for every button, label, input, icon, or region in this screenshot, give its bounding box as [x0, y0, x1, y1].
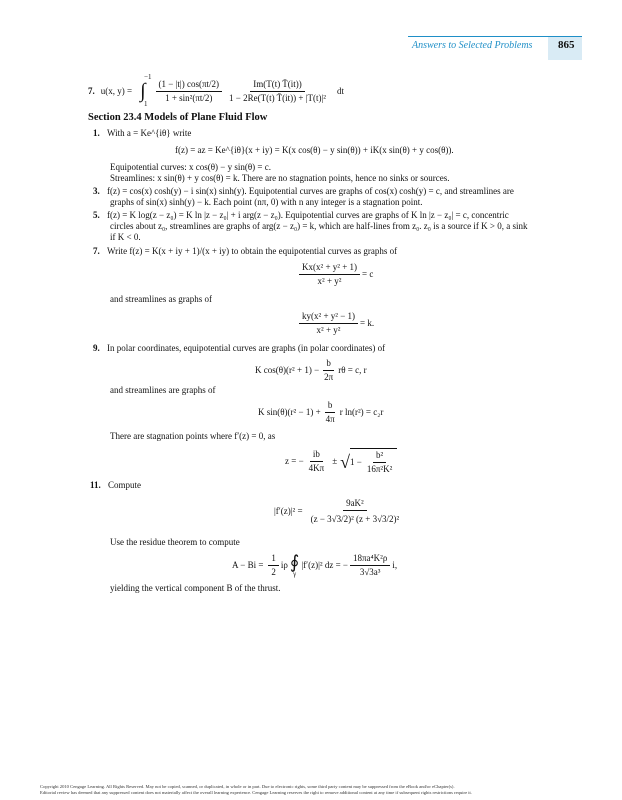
fraction [308, 498, 403, 525]
integral-upper: −1 [144, 73, 152, 81]
problem-number: 9. [93, 343, 100, 353]
fraction-numerator: 18πa⁴K²ρ [350, 553, 390, 566]
problem-11 [90, 480, 141, 491]
fraction-numerator: 9aK² [343, 498, 367, 511]
problem-9-streamlines-intro: and streamlines are graphs of [110, 385, 216, 395]
problem-text: Compute [108, 480, 142, 490]
problem-7-equation-1 [297, 262, 373, 287]
problem-9-equation-1 [255, 358, 367, 383]
footer-copyright-line-1: Copyright 2010 Cengage Learning. All Rights Reserved. May not be copied, scanned, or duplicated, in whole or in part. Due to electronic rights, some third party content may be suppressed from the eBook and/or eChapter(s). [40, 784, 455, 789]
equation-part: |f′(z)|² dz = − [301, 560, 348, 570]
fraction-numerator: b [323, 358, 334, 371]
square-root [340, 448, 397, 475]
fraction [350, 553, 390, 578]
fraction-numerator: ib [310, 449, 323, 462]
contour-integral-symbol: ∮ [289, 552, 300, 572]
fraction [306, 449, 328, 474]
footer-copyright-line-2: Editorial review has deemed that any suppressed content does not materially affect the overall learning experience. Cengage Learning reserves the right to remove additional content at any time if subsequent rights restrictions require it. [40, 790, 472, 795]
fraction-numerator: 1 [268, 553, 279, 566]
problem-3-line-2: graphs of sin(x) sinh(y) − k. Each point (nπ, 0) with n any integer is a stagnation point. [110, 197, 423, 207]
problem-5 [93, 210, 509, 221]
problem-3 [93, 186, 514, 197]
fraction-denominator: 16π²K² [366, 464, 393, 474]
equation-part: 1 − [350, 457, 362, 467]
page-number: 865 [558, 39, 575, 51]
problem-number: 5. [93, 210, 100, 220]
fraction-denominator: 1 − 2Re(T(t) T̄(it)) + |T(t)|² [229, 92, 327, 103]
radical-sign: √ [340, 451, 351, 472]
problem-text: f(z) = K log(z − z₀) = K ln |z − z₀| + i arg(z − z₀). Equipotential curves are graphs of K ln |z − z₀| = c, concentric [107, 210, 509, 220]
problem-text: Write f(z) = K(x + iy + 1)/(x + iy) to obtain the equipotential curves as graphs of [107, 246, 398, 256]
problem-9-equation-2 [258, 400, 383, 425]
problem-9-stagnation-intro: There are stagnation points where f′(z) = 0, as [110, 431, 276, 441]
equation-part: K cos(θ)(r² + 1) − [255, 365, 320, 375]
fraction [364, 450, 395, 475]
problem-number: 7. [88, 85, 95, 96]
equation-lhs: u(x, y) = [100, 85, 133, 96]
fraction [299, 311, 358, 336]
section-title: Section 23.4 Models of Plane Fluid Flow [88, 112, 268, 123]
problem-7 [93, 246, 397, 257]
contour-label: γ [293, 570, 297, 578]
problem-text: With a = Ke^{iθ} write [107, 128, 192, 138]
problem-11-equation-2 [232, 553, 397, 578]
fraction-denominator: 4Kπ [308, 463, 325, 473]
problem-7-top-equation [88, 72, 344, 110]
contour-integral [290, 553, 299, 578]
problem-9 [93, 343, 385, 354]
problem-number: 3. [93, 186, 100, 196]
problem-number: 11. [90, 480, 101, 490]
problem-number: 7. [93, 246, 100, 256]
fraction [321, 358, 336, 383]
fraction-2 [226, 79, 329, 104]
fraction [299, 262, 360, 287]
problem-text: In polar coordinates, equipotential curves are graphs (in polar coordinates) of [107, 343, 386, 353]
problem-7-streamlines-intro: and streamlines as graphs of [110, 294, 212, 304]
fraction-denominator: 2 [271, 567, 276, 577]
problem-5-line-3: if K < 0. [110, 232, 141, 242]
problem-1 [93, 128, 191, 139]
equation-lhs: |f′(z)|² = [274, 506, 303, 516]
equation-part: r ln(r²) = c₂r [339, 407, 384, 417]
fraction [268, 553, 279, 578]
problem-1-equation: f(z) = az = Ke^{iθ}(x + iy) = K(x cos(θ) − y sin(θ)) + iK(x sin(θ) + y cos(θ)). [175, 145, 454, 155]
problem-1-equipotential: Equipotential curves: x cos(θ) − y sin(θ) = c. [110, 162, 271, 172]
problem-5-line-2: circles about z₀, streamlines are graphs of arg(z − z₀) = k, which are half-lines from z₀. z₀ is a source if K > 0, a sink [110, 221, 528, 231]
equation-part: iρ [280, 560, 288, 570]
problem-7-equation-2 [297, 311, 374, 336]
problem-9-equation-3 [285, 448, 397, 475]
fraction-numerator: (1 − |t|) cos(πt/2) [156, 79, 222, 92]
fraction-denominator: 2π [324, 372, 334, 382]
differential: dt [337, 85, 345, 96]
running-title: Answers to Selected Problems [412, 40, 533, 51]
fraction-denominator: 1 + sin²(πt/2) [165, 92, 213, 103]
problem-11-residue-intro: Use the residue theorem to compute [110, 537, 240, 547]
integral-symbol: ∫ [140, 80, 146, 102]
radicand [350, 448, 397, 475]
equation-rhs: = k. [360, 318, 375, 328]
fraction-numerator: ky(x² + y² − 1) [299, 311, 358, 324]
problem-11-equation-1 [274, 498, 404, 525]
fraction-denominator: x² + y² [317, 276, 342, 286]
integral-lower: 1 [144, 100, 148, 108]
fraction-denominator: 3√3a³ [359, 567, 381, 577]
fraction-denominator: x² + y² [316, 325, 341, 335]
fraction-numerator: Im(T(t) T̄(it)) [250, 79, 305, 92]
fraction-denominator: (z − 3√3/2)² (z + 3√3/2)² [310, 514, 400, 524]
equation-part: rθ = c, r [338, 365, 367, 375]
equation-part: A − Bi = [232, 560, 264, 570]
integral-sign [134, 72, 151, 110]
problem-1-streamlines: Streamlines: x sin(θ) + y cos(θ) = k. There are no stagnation points, hence no sinks or sources. [110, 173, 450, 183]
fraction-numerator: Kx(x² + y² + 1) [299, 262, 360, 275]
fraction [323, 400, 338, 425]
equation-part: i, [392, 560, 398, 570]
header-rule [408, 36, 582, 37]
fraction-denominator: 4π [325, 414, 335, 424]
problem-text: f(z) = cos(x) cosh(y) − i sin(x) sinh(y). Equipotential curves are graphs of cos(x) cosh(y) = c, and streamlines are [107, 186, 514, 196]
equation-rhs: = c [362, 269, 374, 279]
equation-part: z = − [285, 456, 304, 466]
problem-11-conclusion: yielding the vertical component B of the thrust. [110, 583, 281, 593]
fraction-numerator: b [325, 400, 336, 413]
fraction-numerator: b² [373, 450, 386, 463]
equation-part: K sin(θ)(r² − 1) + [258, 407, 321, 417]
problem-number: 1. [93, 128, 100, 138]
plus-minus: ± [332, 456, 338, 466]
fraction-1 [156, 79, 222, 104]
